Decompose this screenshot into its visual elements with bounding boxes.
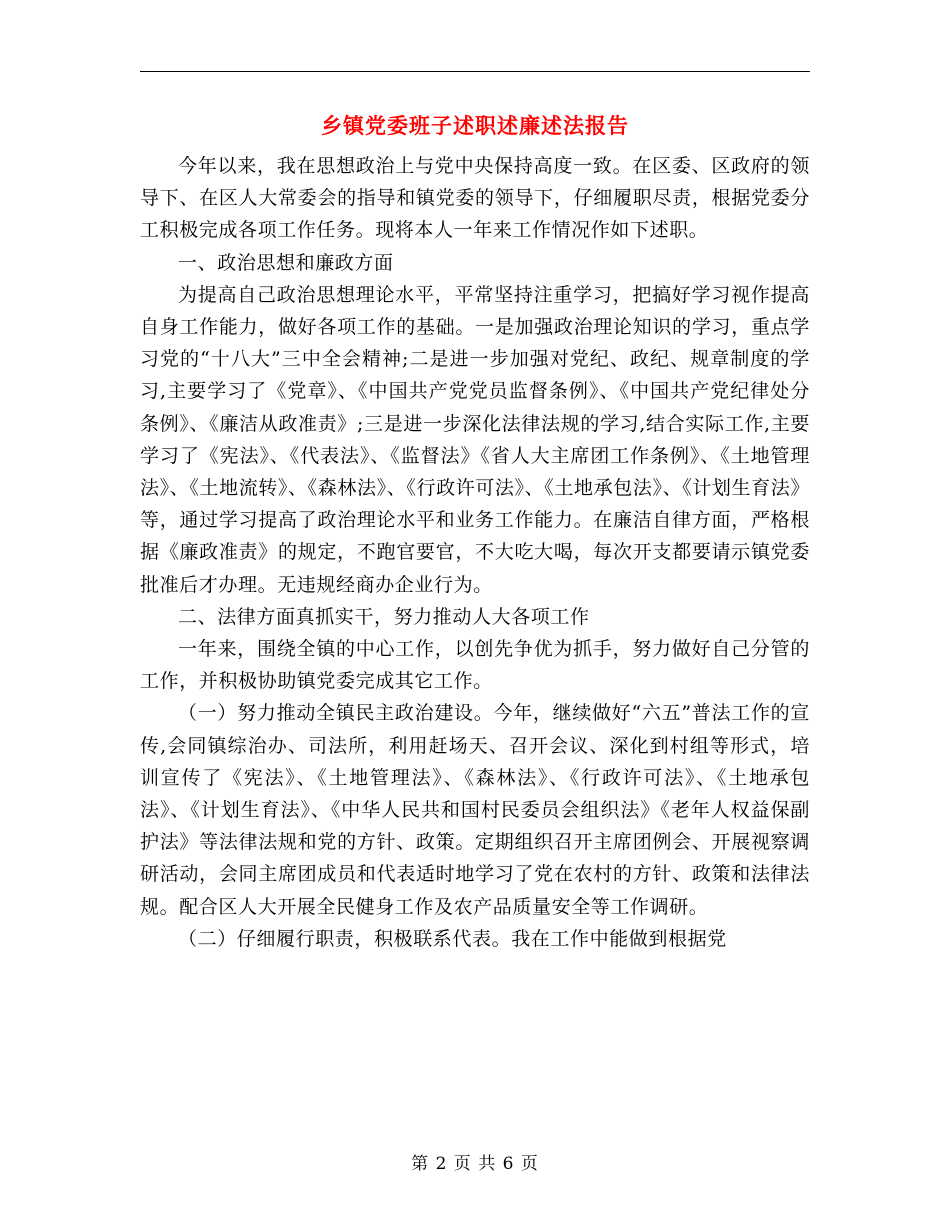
paragraph-subsection-2: （二）仔细履行职责，积极联系代表。我在工作中能做到根据党 <box>178 927 727 950</box>
paragraph-year-overview: 一年来，围绕全镇的中心工作，以创先争优为抓手，努力做好自己分管的工作，并积极协助镇党委完成其它工作。 <box>140 638 810 693</box>
section-heading-2: 二、法律方面真抓实干，努力推动人大各项工作 <box>178 605 590 628</box>
header-rule <box>140 71 810 72</box>
document-body <box>140 150 810 955</box>
page-number-footer: 第 2 页 共 6 页 <box>411 1154 539 1174</box>
document-title: 乡镇党委班子述职述廉述法报告 <box>321 113 629 138</box>
paragraph-intro: 今年以来，我在思想政治上与党中央保持高度一致。在区委、区政府的领导下、在区人大常委会的指导和镇党委的领导下，仔细履职尽责，根据党委分工积极完成各项工作任务。现将本人一年来工作情况作如下述职。 <box>140 155 810 242</box>
paragraph-political-study: 为提高自己政治思想理论水平，平常坚持注重学习，把搞好学习视作提高自身工作能力，做好各项工作的基础。一是加强政治理论知识的学习，重点学习党的“十八大”三中全会精神;二是进一步加强对党纪、政纪、规章制度的学习,主要学习了《党章》、《中国共产党党员监督条例》、《中国共产党纪律处分条例》、《廉洁从政准责》;三是进一步深化法律法规的学习,结合实际工作,主要学习了《宪法》、《代表法》、《监督法》《省人大主席团工作条例》、《土地管理法》、《土地流转》、《森林法》、《行政许可法》、《土地承包法》、《计划生育法》等，通过学习提高了政治理论水平和业务工作能力。在廉洁自律方面，严格根据《廉政准责》的规定，不跑官要官，不大吃大喝，每次开支都要请示镇党委批准后才办理。无违规经商办企业行为。 <box>140 283 810 596</box>
paragraph-subsection-1: （一）努力推动全镇民主政治建设。今年，继续做好“六五”普法工作的宣传,会同镇综治办、司法所，利用赶场天、召开会议、深化到村组等形式，培训宣传了《宪法》、《土地管理法》、《森林法》、《行政许可法》、《土地承包法》、《计划生育法》、《中华人民共和国村民委员会组织法》《老年人权益保副护法》等法律法规和党的方针、政策。定期组织召开主席团例会、开展视察调研活动，会同主席团成员和代表适时地学习了党在农村的方针、政策和法律法规。配合区人大开展全民健身工作及农产品质量安全等工作调研。 <box>140 702 810 918</box>
section-heading-1: 一、政治思想和廉政方面 <box>178 251 394 274</box>
